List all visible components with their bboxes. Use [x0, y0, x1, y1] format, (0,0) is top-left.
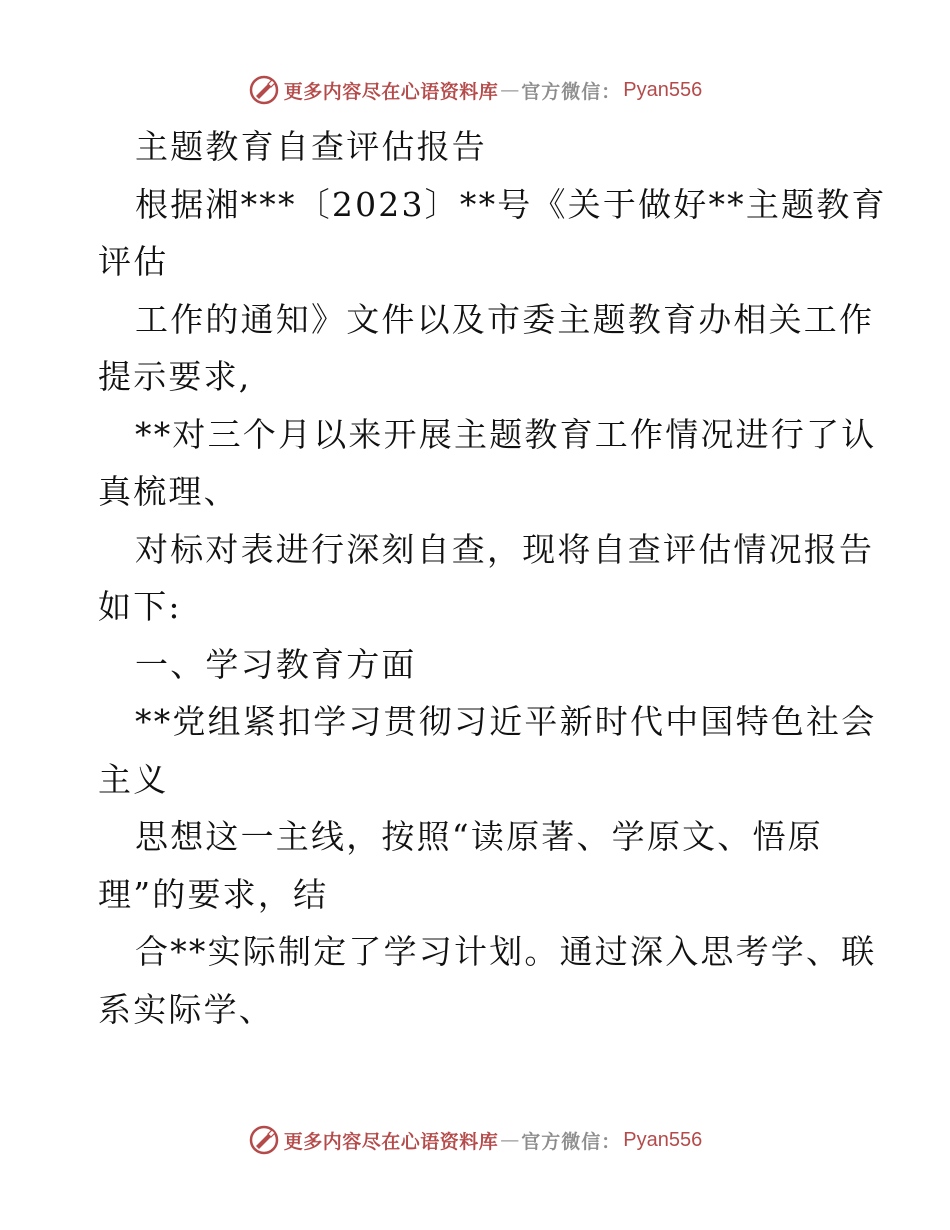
document-line: 提示要求, [98, 357, 252, 396]
watermark-official-text: 官方微信： [521, 1130, 622, 1153]
document-line: 真梳理、 [98, 472, 239, 511]
document-line: 评估 [98, 242, 169, 281]
document-line: 一、学习教育方面 [135, 644, 417, 684]
watermark-brand-text: 更多内容尽在心语资料库 [283, 1130, 499, 1153]
watermark-brand-text: 更多内容尽在心语资料库 [283, 80, 499, 103]
document-line: 根据湘***〔2023〕**号《关于做好**主题教育 [135, 184, 887, 224]
document-line: **党组紧扣学习贯彻习近平新时代中国特色社会 [135, 702, 877, 741]
document-body [98, 118, 887, 1038]
document-line: 合**实际制定了学习计划。通过深入思考学、联 [135, 932, 877, 971]
pen-logo-icon [248, 1124, 280, 1156]
header-watermark [0, 70, 950, 110]
footer-watermark [0, 1120, 950, 1160]
document-line: 系实际学、 [98, 989, 274, 1029]
pen-logo-icon [248, 74, 280, 106]
document-line: 如下: [98, 587, 182, 626]
document-line: **对三个月以来开展主题教育工作情况进行了认 [135, 414, 877, 454]
document-line: 思想这一主线，按照“读原著、学原文、悟原 [135, 817, 823, 856]
document-line: 对标对表进行深刻自查，现将自查评估情况报告 [135, 529, 875, 569]
watermark-official-text: 官方微信： [521, 80, 622, 103]
document-line: 理”的要求，结 [98, 874, 329, 914]
watermark-dash: — [500, 79, 520, 101]
watermark-dash: — [500, 1129, 520, 1151]
document-line: 主义 [98, 759, 169, 799]
watermark-wechat-id: Pyan556 [623, 78, 703, 101]
watermark-wechat-id: Pyan556 [623, 1128, 703, 1151]
document-line: 工作的通知》文件以及市委主题教育办相关工作 [135, 299, 875, 339]
document-title: 主题教育自查评估报告 [135, 127, 487, 166]
